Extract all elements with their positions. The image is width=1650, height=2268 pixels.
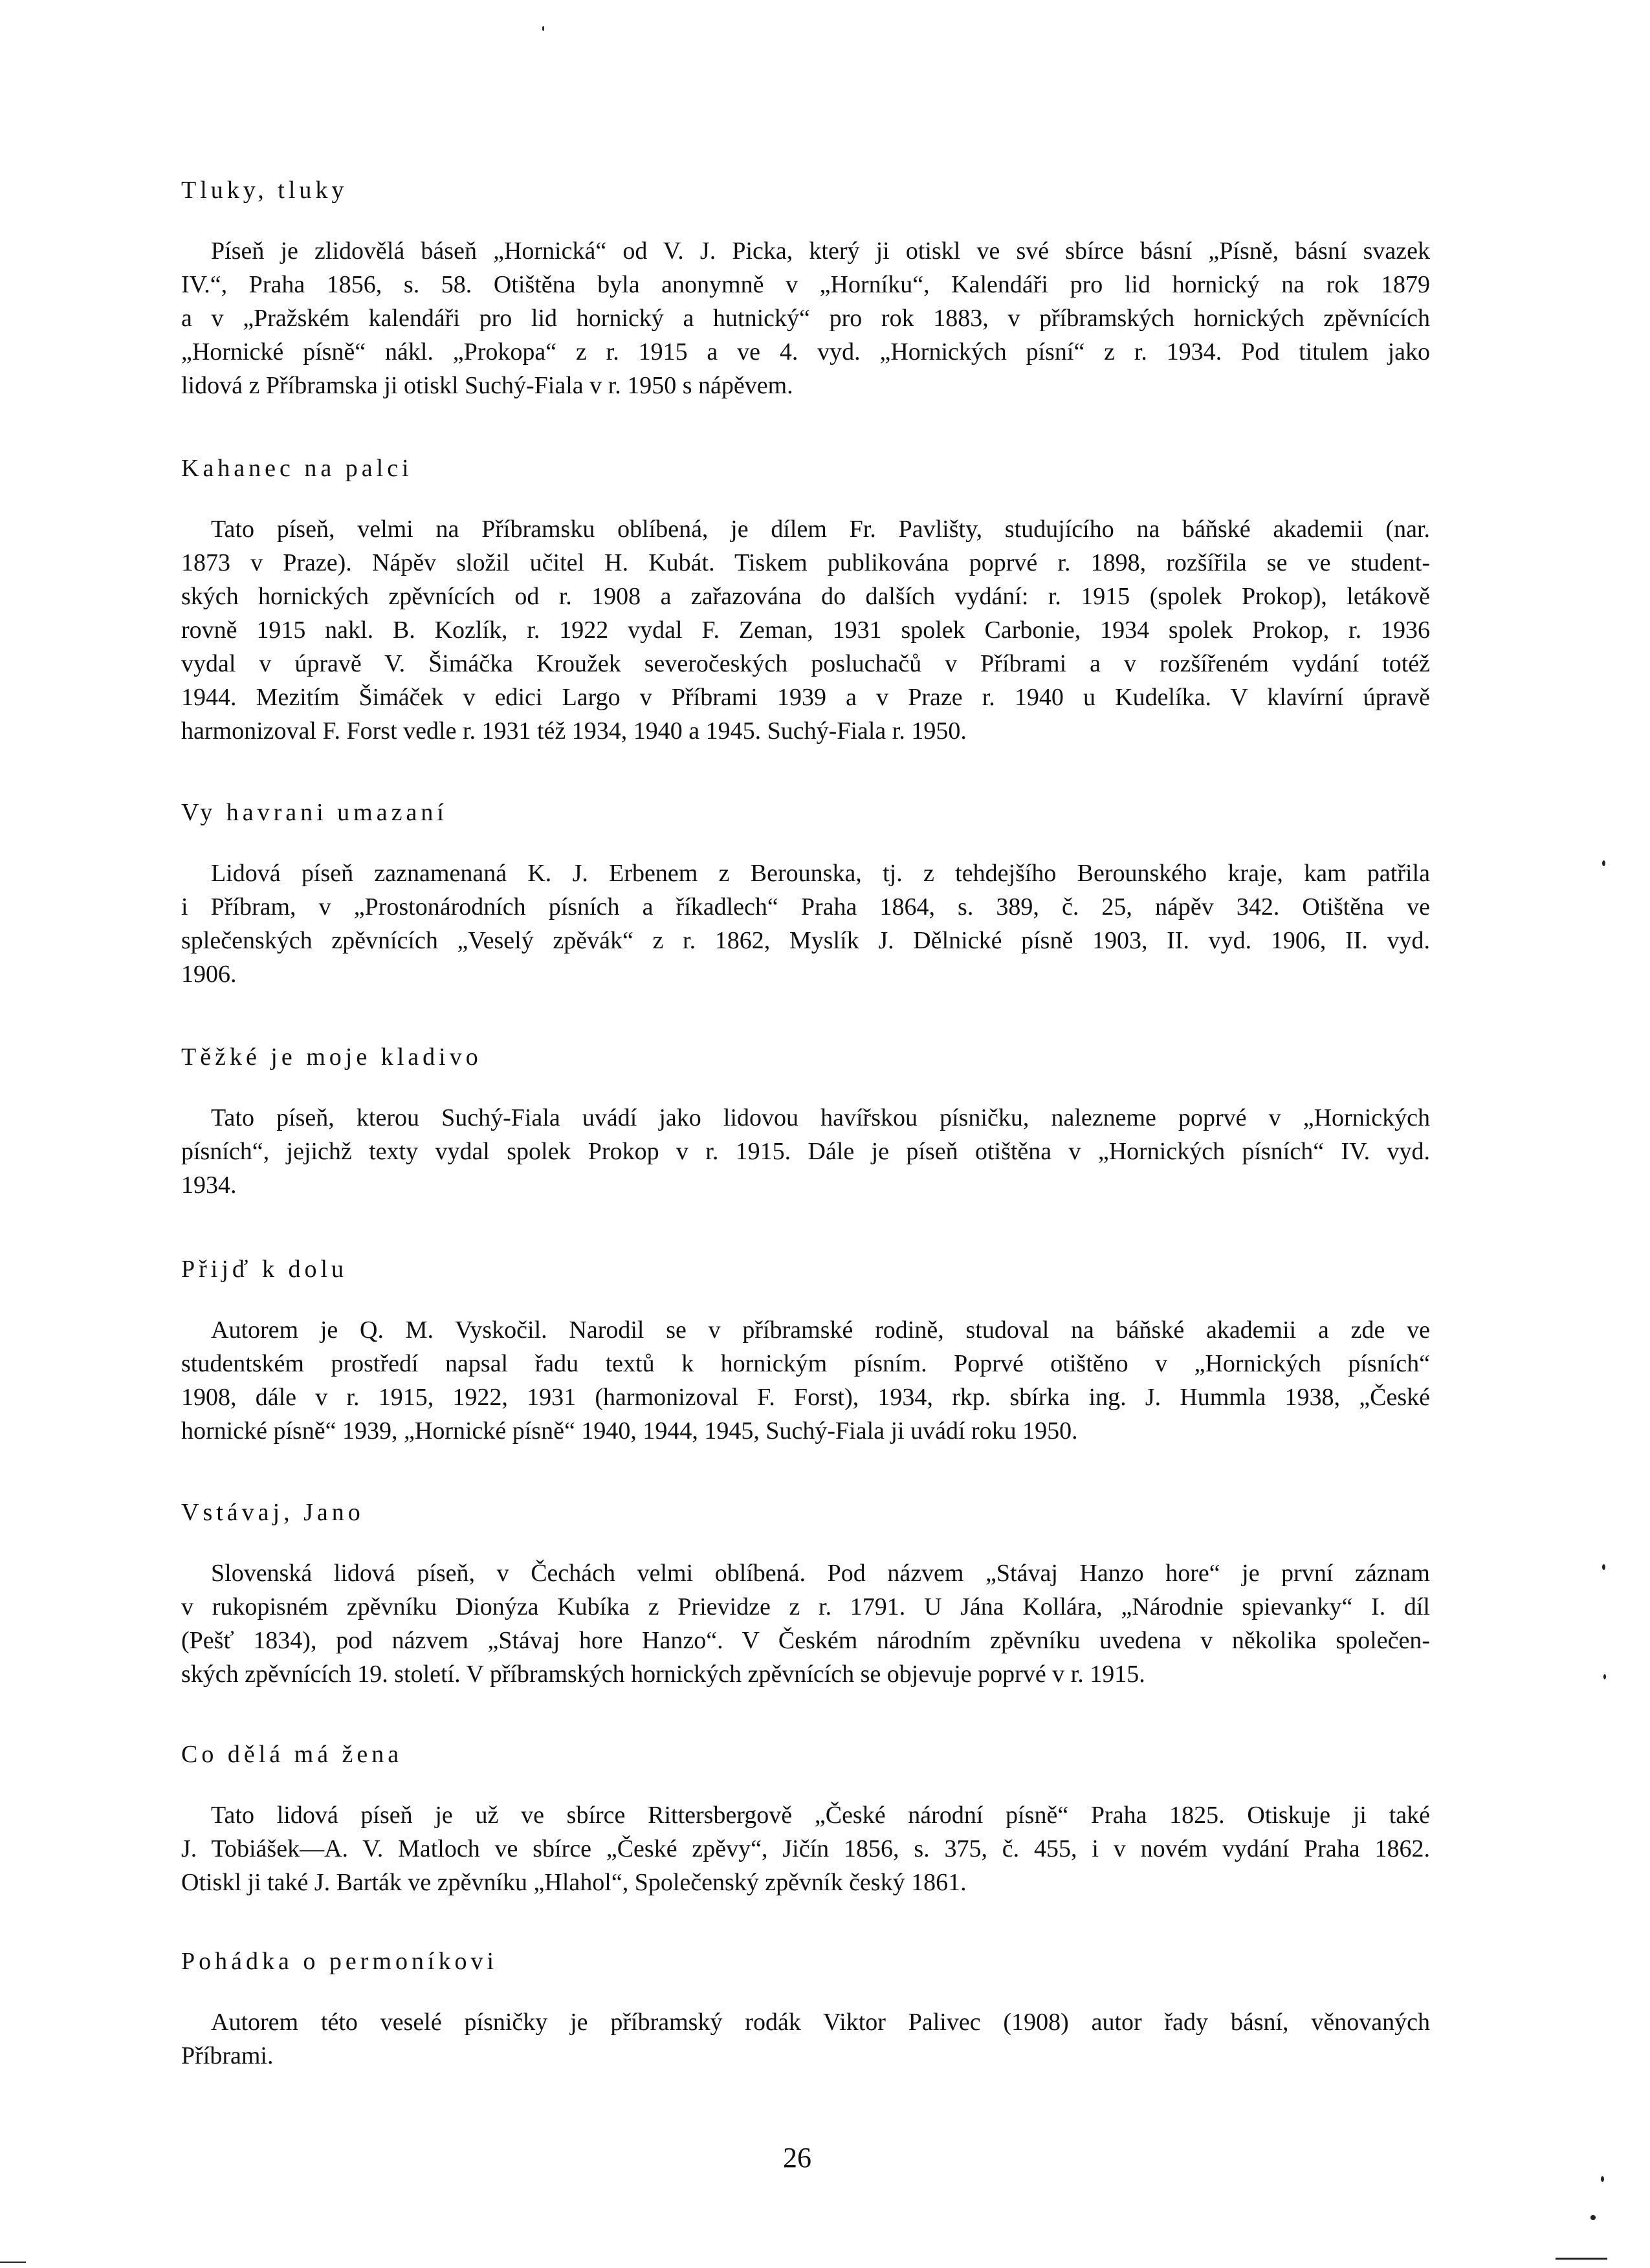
paragraph-line: 1934. [181,1172,237,1199]
paragraph-line: Lidová píseň zaznamenaná K. J. Erbenem z Berounska, tj. z tehdejšího Berounského kraje, kam patřila [211,860,1430,887]
section-heading: Pohádka o permoníkovi [181,1948,498,1975]
paragraph-line: harmonizoval F. Forst vedle r. 1931 též 1934, 1940 a 1945. Suchý-Fiala r. 1950. [181,717,967,745]
paragraph-line: IV.“, Praha 1856, s. 58. Otištěna byla anonymně v „Horníku“, Kalendáři pro lid hornický na rok 1879 [181,271,1430,298]
section-paragraph [181,856,1430,991]
paragraph-line: hornické písně“ 1939, „Hornické písně“ 1940, 1944, 1945, Suchý-Fiala ji uvádí roku 1950. [181,1417,1078,1445]
section-paragraph [181,2005,1430,2073]
paragraph-line: 1873 v Praze). Nápěv složil učitel H. Kubát. Tiskem publikována poprvé r. 1898, rozšířila se ve student- [181,549,1430,576]
section-vy-havrani-umazani [181,798,1430,991]
paragraph-line: písních“, jejichž texty vydal spolek Prokop v r. 1915. Dále je píseň otištěna v „Hornických písních“ IV. vyd. [181,1138,1430,1165]
section-prijd-k-dolu [181,1255,1430,1448]
paragraph-line: (Pešť 1834), pod názvem „Stávaj hore Hanzo“. V Českém národním zpěvníku uvedena v několika společen- [181,1627,1430,1654]
section-paragraph [181,512,1430,748]
section-heading: Vy havrani umazaní [181,799,448,826]
section-pohadka-o-permonikovi [181,1947,1430,2073]
paragraph-line: Otiskl ji také J. Barták ve zpěvníku „Hlahol“, Společenský zpěvník český 1861. [181,1869,967,1896]
paragraph-line: 1944. Mezitím Šimáček v edici Largo v Příbrami 1939 a v Praze r. 1940 u Kudelíka. V klavírní úpravě [181,684,1430,711]
paragraph-line: Slovenská lidová píseň, v Čechách velmi oblíbená. Pod názvem „Stávaj Hanzo hore“ je první záznam [211,1560,1430,1587]
section-paragraph [181,1101,1430,1202]
section-paragraph [181,1556,1430,1691]
section-heading: Přijď k dolu [181,1256,348,1283]
section-vstavaj-jano [181,1498,1430,1691]
paragraph-line: J. Tobiášek—A. V. Matloch ve sbírce „České zpěvy“, Jičín 1856, s. 375, č. 455, i v novém vydání Praha 1862. [181,1835,1430,1862]
paragraph-line: Tato píseň, kterou Suchý-Fiala uvádí jako lidovou havířskou písničku, nalezneme poprvé v „Hornických [211,1104,1430,1131]
paragraph-line: ských hornických zpěvnících od r. 1908 a zařazována do dalších vydání: r. 1915 (spolek Prokop), letákově [181,583,1430,610]
paragraph-line: v rukopisném zpěvníku Dionýza Kubíka z Prievidze z r. 1791. U Jána Kollára, „Národnie spievanky“ I. díl [181,1593,1430,1620]
paragraph-line: lidová z Příbramska ji otiskl Suchý-Fiala v r. 1950 s nápěvem. [181,372,793,399]
paragraph-line: ských zpěvnících 19. století. V příbramských hornických zpěvnících se objevuje poprvé v r. 1915. [181,1661,1145,1688]
section-heading: Tluky, tluky [181,177,348,204]
paragraph-line: Příbrami. [181,2042,274,2069]
section-paragraph [181,1313,1430,1448]
scan-speck [1603,1674,1606,1679]
paragraph-line: studentském prostředí napsal řadu textů k hornickým písním. Poprvé otištěno v „Hornických písních“ [181,1350,1430,1377]
scan-mark [1556,2258,1607,2260]
paragraph-line: 1908, dále v r. 1915, 1922, 1931 (harmonizoval F. Forst), 1934, rkp. sbírka ing. J. Hummla 1938, „České [181,1384,1430,1411]
section-heading: Kahanec na palci [181,455,413,482]
section-heading: Co dělá má žena [181,1741,403,1768]
paragraph-line: 1906. [181,961,237,988]
paragraph-line: a v „Pražském kalendáři pro lid hornický a hutnický“ pro rok 1883, v příbramských hornických zpěvnících [181,305,1430,332]
section-paragraph [181,1798,1430,1899]
section-co-dela-ma-zena [181,1740,1430,1899]
paragraph-line: Tato lidová píseň je už ve sbírce Rittersbergově „České národní písně“ Praha 1825. Otiskuje ji také [211,1802,1430,1829]
section-heading: Těžké je moje kladivo [181,1043,482,1071]
page-number: 26 [783,2142,811,2174]
scan-mark [0,2262,26,2263]
paragraph-line: Píseň je zlidovělá báseň „Hornická“ od V. J. Picka, který ji otiskl ve své sbírce básní „Písně, básní svazek [211,237,1430,265]
paragraph-line: i Příbram, v „Prostonárodních písních a říkadlech“ Praha 1864, s. 389, č. 25, nápěv 342. Otištěna ve [181,893,1430,921]
paragraph-line: vydal v úpravě V. Šimáčka Kroužek severočeských posluchačů v Příbrami a v rozšířeném vydání totéž [181,650,1430,677]
section-heading: Vstávaj, Jano [181,1499,364,1526]
section-paragraph [181,234,1430,402]
paragraph-line: Autorem této veselé písničky je příbramský rodák Viktor Palivec (1908) autor řady básní, věnovaných [211,2009,1430,2036]
scan-speck [1602,860,1605,866]
paragraph-line: Tato píseň, velmi na Příbramsku oblíbená, je dílem Fr. Pavlišty, studujícího na báňské akademii (nar. [211,516,1430,543]
scan-speck [1602,1564,1605,1570]
section-tezke-je-moje-kladivo [181,1043,1430,1202]
paragraph-line: „Hornické písně“ nákl. „Prokopa“ z r. 1915 a ve 4. vyd. „Hornických písní“ z r. 1934. Pod titulem jako [181,338,1430,365]
section-tluky-tluky [181,176,1430,402]
scan-speck [1601,2176,1604,2182]
section-kahanec-na-palci [181,454,1430,748]
scan-speck [1590,2215,1596,2220]
paragraph-line: Autorem je Q. M. Vyskočil. Narodil se v příbramské rodině, studoval na báňské akademii a zde ve [211,1316,1430,1344]
paragraph-line: splečenských zpěvnících „Veselý zpěvák“ z r. 1862, Myslík J. Dělnické písně 1903, II. vyd. 1906, II. vyd. [181,927,1430,954]
scan-speck [542,26,544,31]
paragraph-line: rovně 1915 nakl. B. Kozlík, r. 1922 vydal F. Zeman, 1931 spolek Carbonie, 1934 spolek Prokop, r. 1936 [181,616,1430,644]
